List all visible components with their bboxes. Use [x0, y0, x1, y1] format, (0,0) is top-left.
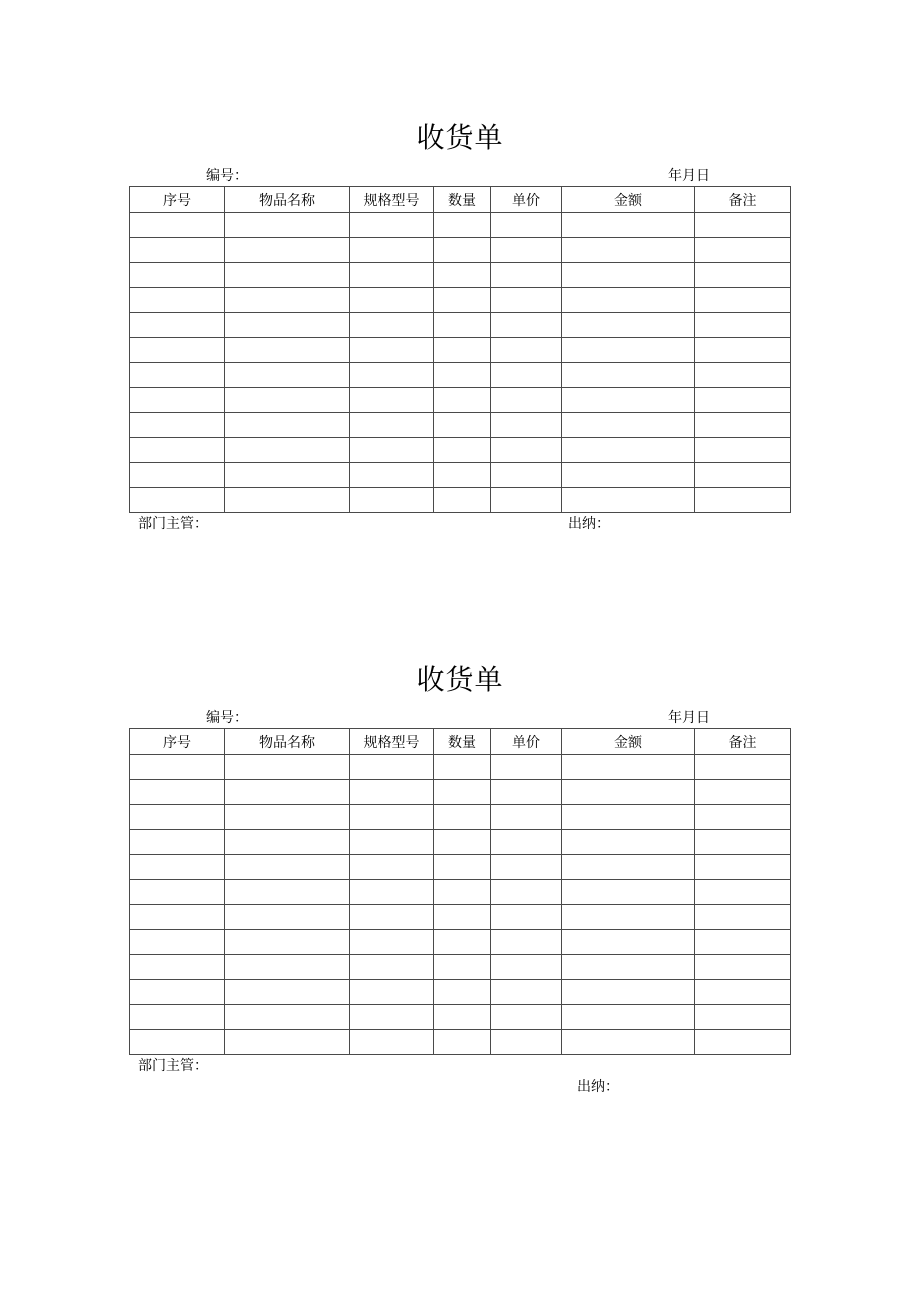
table-row: [130, 855, 791, 880]
table-row: [130, 830, 791, 855]
number-label: 编号：: [206, 168, 248, 184]
column-header-item-name: 物品名称: [225, 729, 350, 755]
cell-seq[interactable]: [130, 438, 225, 463]
cell-quantity[interactable]: [434, 263, 491, 288]
cell-seq[interactable]: [130, 905, 225, 930]
cell-remark[interactable]: [695, 438, 791, 463]
cell-amount[interactable]: [562, 805, 695, 830]
cashier-label: 出纳：: [577, 1079, 619, 1095]
cell-item-name[interactable]: [225, 780, 350, 805]
cell-unit-price[interactable]: [491, 755, 562, 780]
cell-spec[interactable]: [350, 238, 434, 263]
cell-quantity[interactable]: [434, 413, 491, 438]
table-row: [130, 313, 791, 338]
cell-amount[interactable]: [562, 780, 695, 805]
cell-unit-price[interactable]: [491, 780, 562, 805]
cell-unit-price[interactable]: [491, 413, 562, 438]
cell-seq[interactable]: [130, 488, 225, 513]
cell-amount[interactable]: [562, 413, 695, 438]
cell-quantity[interactable]: [434, 780, 491, 805]
cell-quantity[interactable]: [434, 463, 491, 488]
column-header-amount: 金额: [562, 187, 695, 213]
column-header-quantity: 数量: [434, 187, 491, 213]
cell-unit-price[interactable]: [491, 388, 562, 413]
cell-seq[interactable]: [130, 1030, 225, 1055]
number-label: 编号：: [206, 710, 248, 726]
cell-amount[interactable]: [562, 1005, 695, 1030]
cell-item-name[interactable]: [225, 338, 350, 363]
cell-spec[interactable]: [350, 1005, 434, 1030]
column-header-seq: 序号: [130, 187, 225, 213]
column-header-amount: 金额: [562, 729, 695, 755]
cashier-label: 出纳：: [568, 516, 610, 532]
cell-remark[interactable]: [695, 1030, 791, 1055]
cell-amount[interactable]: [562, 313, 695, 338]
cell-amount[interactable]: [562, 930, 695, 955]
cell-item-name[interactable]: [225, 955, 350, 980]
cell-remark[interactable]: [695, 413, 791, 438]
table-row: [130, 980, 791, 1005]
cell-item-name[interactable]: [225, 213, 350, 238]
cell-seq[interactable]: [130, 413, 225, 438]
cell-quantity[interactable]: [434, 213, 491, 238]
cell-item-name[interactable]: [225, 263, 350, 288]
cell-remark[interactable]: [695, 755, 791, 780]
supervisor-label: 部门主管：: [138, 516, 208, 532]
cell-quantity[interactable]: [434, 830, 491, 855]
cell-remark[interactable]: [695, 880, 791, 905]
cell-item-name[interactable]: [225, 830, 350, 855]
cell-unit-price[interactable]: [491, 980, 562, 1005]
cell-remark[interactable]: [695, 463, 791, 488]
cell-spec[interactable]: [350, 780, 434, 805]
cell-quantity[interactable]: [434, 238, 491, 263]
cell-remark[interactable]: [695, 1005, 791, 1030]
cell-amount[interactable]: [562, 855, 695, 880]
cell-item-name[interactable]: [225, 438, 350, 463]
cell-quantity[interactable]: [434, 930, 491, 955]
cell-unit-price[interactable]: [491, 288, 562, 313]
cell-spec[interactable]: [350, 263, 434, 288]
cell-remark[interactable]: [695, 263, 791, 288]
cell-item-name[interactable]: [225, 1005, 350, 1030]
cell-quantity[interactable]: [434, 338, 491, 363]
table-row: [130, 438, 791, 463]
column-header-remark: 备注: [695, 729, 791, 755]
table-row: [130, 413, 791, 438]
table-row: [130, 1005, 791, 1030]
cell-quantity[interactable]: [434, 755, 491, 780]
cell-seq[interactable]: [130, 805, 225, 830]
table-row: [130, 388, 791, 413]
column-header-unit-price: 单价: [491, 729, 562, 755]
cell-spec[interactable]: [350, 805, 434, 830]
column-header-remark: 备注: [695, 187, 791, 213]
column-header-unit-price: 单价: [491, 187, 562, 213]
cell-quantity[interactable]: [434, 388, 491, 413]
cell-amount[interactable]: [562, 905, 695, 930]
cell-quantity[interactable]: [434, 980, 491, 1005]
column-header-seq: 序号: [130, 729, 225, 755]
cell-unit-price[interactable]: [491, 930, 562, 955]
cell-spec[interactable]: [350, 313, 434, 338]
table-header-row: [130, 729, 791, 755]
cell-seq[interactable]: [130, 755, 225, 780]
cell-unit-price[interactable]: [491, 463, 562, 488]
cell-seq[interactable]: [130, 263, 225, 288]
cell-quantity[interactable]: [434, 363, 491, 388]
cell-remark[interactable]: [695, 955, 791, 980]
cell-spec[interactable]: [350, 213, 434, 238]
cell-amount[interactable]: [562, 1030, 695, 1055]
date-label: 年月日: [668, 168, 710, 184]
cell-item-name[interactable]: [225, 880, 350, 905]
cell-item-name[interactable]: [225, 805, 350, 830]
column-header-spec: 规格型号: [350, 187, 434, 213]
cell-spec[interactable]: [350, 338, 434, 363]
cell-quantity[interactable]: [434, 1030, 491, 1055]
cell-unit-price[interactable]: [491, 213, 562, 238]
cell-amount[interactable]: [562, 755, 695, 780]
cell-seq[interactable]: [130, 338, 225, 363]
cell-amount[interactable]: [562, 213, 695, 238]
cell-spec[interactable]: [350, 755, 434, 780]
cell-unit-price[interactable]: [491, 905, 562, 930]
cell-seq[interactable]: [130, 830, 225, 855]
cell-unit-price[interactable]: [491, 880, 562, 905]
cell-quantity[interactable]: [434, 1005, 491, 1030]
cell-quantity[interactable]: [434, 905, 491, 930]
cell-unit-price[interactable]: [491, 830, 562, 855]
table-row: [130, 263, 791, 288]
cell-amount[interactable]: [562, 880, 695, 905]
cell-quantity[interactable]: [434, 955, 491, 980]
form-title: 收货单: [416, 121, 504, 154]
cell-amount[interactable]: [562, 955, 695, 980]
cell-spec[interactable]: [350, 930, 434, 955]
table-row: [130, 955, 791, 980]
table-row: [130, 1030, 791, 1055]
cell-spec[interactable]: [350, 980, 434, 1005]
cell-seq[interactable]: [130, 288, 225, 313]
cell-spec[interactable]: [350, 830, 434, 855]
cell-quantity[interactable]: [434, 805, 491, 830]
cell-seq[interactable]: [130, 213, 225, 238]
cell-remark[interactable]: [695, 780, 791, 805]
cell-unit-price[interactable]: [491, 263, 562, 288]
cell-remark[interactable]: [695, 980, 791, 1005]
table-row: [130, 805, 791, 830]
cell-remark[interactable]: [695, 488, 791, 513]
column-header-item-name: 物品名称: [225, 187, 350, 213]
cell-amount[interactable]: [562, 388, 695, 413]
goods-table: [129, 728, 791, 1055]
goods-table: [129, 186, 791, 513]
cell-seq[interactable]: [130, 238, 225, 263]
cell-spec[interactable]: [350, 905, 434, 930]
supervisor-label: 部门主管：: [138, 1058, 208, 1074]
cell-item-name[interactable]: [225, 463, 350, 488]
cell-unit-price[interactable]: [491, 313, 562, 338]
cell-seq[interactable]: [130, 880, 225, 905]
cell-spec[interactable]: [350, 880, 434, 905]
cell-spec[interactable]: [350, 288, 434, 313]
cell-remark[interactable]: [695, 288, 791, 313]
cell-remark[interactable]: [695, 388, 791, 413]
cell-unit-price[interactable]: [491, 955, 562, 980]
cell-item-name[interactable]: [225, 363, 350, 388]
table-row: [130, 338, 791, 363]
cell-item-name[interactable]: [225, 388, 350, 413]
cell-spec[interactable]: [350, 1030, 434, 1055]
cell-seq[interactable]: [130, 780, 225, 805]
cell-item-name[interactable]: [225, 238, 350, 263]
cell-amount[interactable]: [562, 488, 695, 513]
cell-amount[interactable]: [562, 463, 695, 488]
cell-item-name[interactable]: [225, 288, 350, 313]
cell-amount[interactable]: [562, 438, 695, 463]
cell-spec[interactable]: [350, 413, 434, 438]
cell-unit-price[interactable]: [491, 855, 562, 880]
cell-spec[interactable]: [350, 488, 434, 513]
cell-amount[interactable]: [562, 363, 695, 388]
table-row: [130, 905, 791, 930]
cell-item-name[interactable]: [225, 755, 350, 780]
column-header-spec: 规格型号: [350, 729, 434, 755]
cell-amount[interactable]: [562, 338, 695, 363]
cell-unit-price[interactable]: [491, 363, 562, 388]
cell-item-name[interactable]: [225, 930, 350, 955]
cell-remark[interactable]: [695, 830, 791, 855]
cell-spec[interactable]: [350, 463, 434, 488]
cell-quantity[interactable]: [434, 855, 491, 880]
cell-unit-price[interactable]: [491, 338, 562, 363]
cell-unit-price[interactable]: [491, 438, 562, 463]
cell-seq[interactable]: [130, 930, 225, 955]
date-label: 年月日: [668, 710, 710, 726]
cell-remark[interactable]: [695, 805, 791, 830]
cell-unit-price[interactable]: [491, 488, 562, 513]
cell-quantity[interactable]: [434, 438, 491, 463]
cell-seq[interactable]: [130, 1005, 225, 1030]
cell-item-name[interactable]: [225, 1030, 350, 1055]
cell-spec[interactable]: [350, 855, 434, 880]
cell-quantity[interactable]: [434, 488, 491, 513]
table-row: [130, 930, 791, 955]
cell-item-name[interactable]: [225, 488, 350, 513]
table-row: [130, 755, 791, 780]
cell-amount[interactable]: [562, 238, 695, 263]
cell-seq[interactable]: [130, 855, 225, 880]
table-header-row: [130, 187, 791, 213]
cell-seq[interactable]: [130, 463, 225, 488]
cell-seq[interactable]: [130, 313, 225, 338]
cell-seq[interactable]: [130, 363, 225, 388]
cell-remark[interactable]: [695, 905, 791, 930]
cell-remark[interactable]: [695, 313, 791, 338]
table-row: [130, 363, 791, 388]
cell-seq[interactable]: [130, 980, 225, 1005]
table-row: [130, 880, 791, 905]
cell-amount[interactable]: [562, 980, 695, 1005]
cell-unit-price[interactable]: [491, 1005, 562, 1030]
cell-item-name[interactable]: [225, 905, 350, 930]
cell-seq[interactable]: [130, 955, 225, 980]
cell-quantity[interactable]: [434, 313, 491, 338]
table-row: [130, 213, 791, 238]
cell-remark[interactable]: [695, 930, 791, 955]
cell-remark[interactable]: [695, 855, 791, 880]
cell-remark[interactable]: [695, 363, 791, 388]
cell-remark[interactable]: [695, 338, 791, 363]
table-row: [130, 780, 791, 805]
column-header-quantity: 数量: [434, 729, 491, 755]
cell-spec[interactable]: [350, 438, 434, 463]
table-row: [130, 288, 791, 313]
cell-seq[interactable]: [130, 388, 225, 413]
cell-unit-price[interactable]: [491, 238, 562, 263]
cell-quantity[interactable]: [434, 880, 491, 905]
cell-amount[interactable]: [562, 830, 695, 855]
table-row: [130, 238, 791, 263]
cell-item-name[interactable]: [225, 855, 350, 880]
table-row: [130, 463, 791, 488]
cell-amount[interactable]: [562, 288, 695, 313]
cell-remark[interactable]: [695, 213, 791, 238]
cell-unit-price[interactable]: [491, 1030, 562, 1055]
cell-remark[interactable]: [695, 238, 791, 263]
cell-spec[interactable]: [350, 388, 434, 413]
cell-item-name[interactable]: [225, 413, 350, 438]
form-title: 收货单: [416, 663, 504, 696]
cell-spec[interactable]: [350, 363, 434, 388]
cell-spec[interactable]: [350, 955, 434, 980]
cell-item-name[interactable]: [225, 313, 350, 338]
cell-item-name[interactable]: [225, 980, 350, 1005]
cell-quantity[interactable]: [434, 288, 491, 313]
cell-amount[interactable]: [562, 263, 695, 288]
table-row: [130, 488, 791, 513]
cell-unit-price[interactable]: [491, 805, 562, 830]
